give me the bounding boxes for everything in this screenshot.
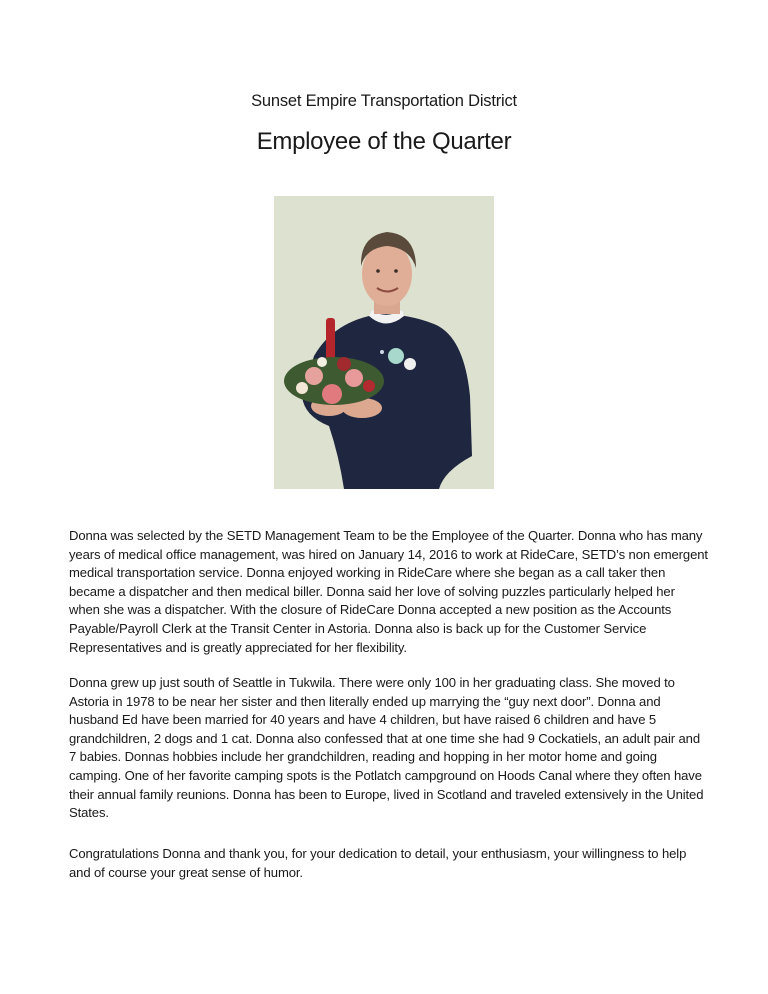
- employee-photo: [274, 196, 494, 489]
- portrait-illustration: [274, 196, 494, 489]
- paragraph-background: Donna grew up just south of Seattle in Tukwila. There were only 100 in her graduating class. She moved to Astoria in 1978 to be near her sister and then literally ended up marrying the “guy next door”. Donna and husband Ed have been married for 40 years and have 4 children, but have raised 6 children and have 5 grandchildren, 2 dogs and 1 cat. Donna also confessed that at one time she had 9 Cockatiels, an adult pair and 7 babies. Donnas hobbies include her grandchildren, reading and hopping in her motor home and going camping. One of her favorite camping spots is the Potlatch campground on Hoods Canal where they often have their annual family reunions. Donna has been to Europe, lived in Scotland and traveled extensively in the United States.: [69, 675, 704, 821]
- organization-name: Sunset Empire Transportation District: [251, 92, 517, 110]
- paragraph-role: Donna was selected by the SETD Management Team to be the Employee of the Quarter. Donna who has many years of medical office management, was hired on January 14, 2016 to work at RideCare, SETD’s non emergent medical transportation service. Donna enjoyed working in RideCare where she began as a call taker then became a dispatcher and then medical biller. Donna said her love of solving puzzles particularly helped her when she was a dispatcher. With the closure of RideCare Donna accepted a new position as the Accounts Payable/Payroll Clerk at the Transit Center in Astoria. Donna also is back up for the Customer Service Representatives and is greatly appreciated for her flexibility.: [69, 528, 708, 655]
- paragraph-congratulations: Congratulations Donna and thank you, for your dedication to detail, your enthusiasm, your willingness to help and of course your great sense of humor.: [69, 846, 687, 880]
- page-title: Employee of the Quarter: [256, 128, 512, 155]
